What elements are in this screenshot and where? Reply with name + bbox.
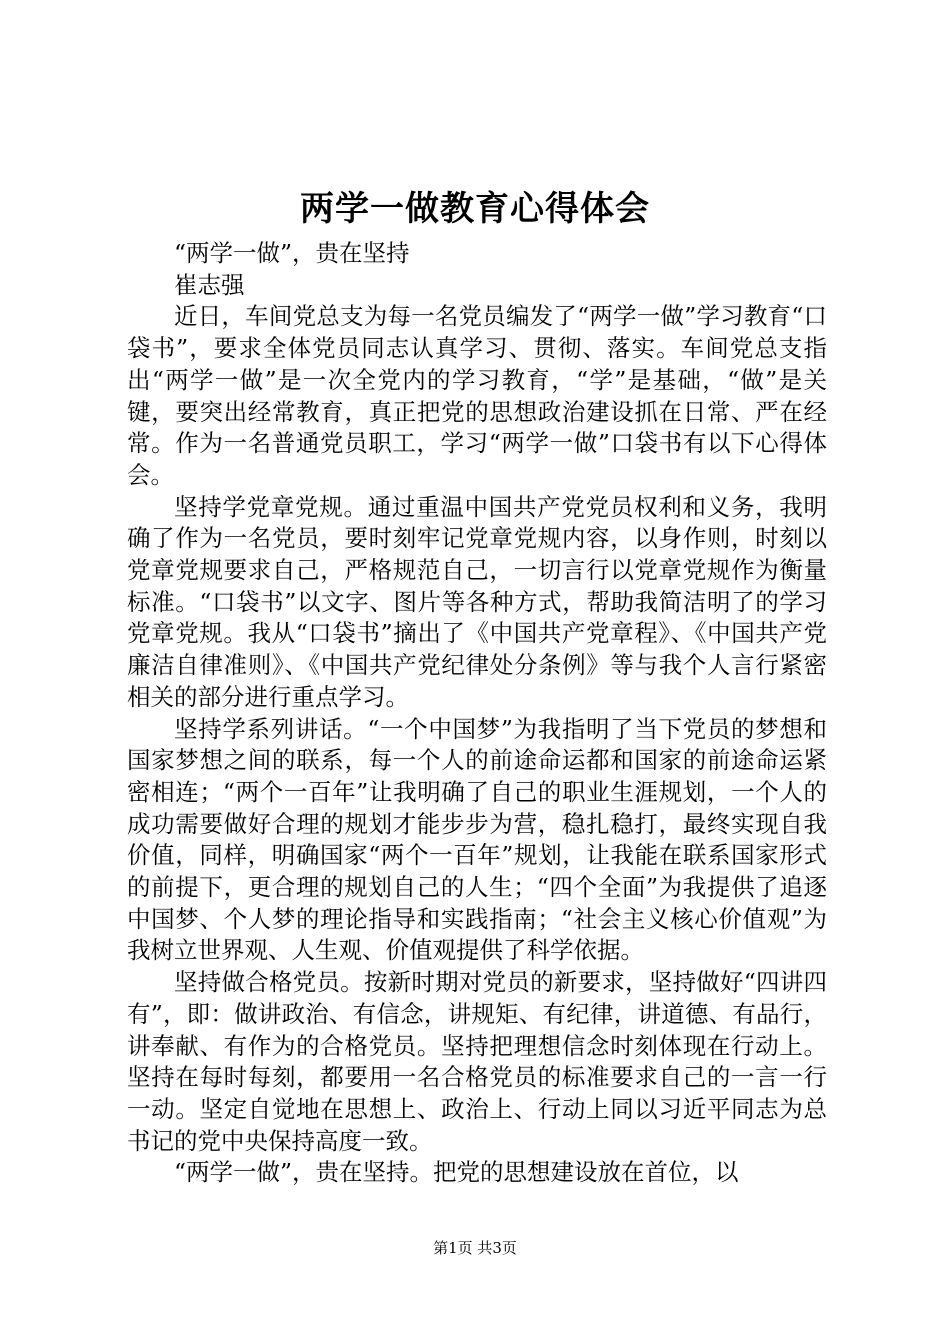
- paragraph-qualified-member: 坚持做合格党员。按新时期对党员的新要求，坚持做好“四讲四有”，即：做讲政治、有信念，讲规矩、有纪律，讲道德、有品行，讲奉献、有作为的合格党员。坚持把理想信念时刻体现在行动上。坚持在每时每刻，都要用一名合格党员的标准要求自己的一言一行一动。坚定自觉地在思想上、政治上、行动上同以习近平同志为总书记的党中央保持高度一致。: [127, 968, 827, 1155]
- article-subtitle: “两学一做”，贵在坚持: [174, 239, 410, 267]
- author-name: 崔志强: [174, 270, 245, 299]
- paragraph-intro: 近日，车间党总支为每一名党员编发了“两学一做”学习教育“口袋书”，要求全体党员同志认真学习、贯彻、落实。车间党总支指出“两学一做”是一次全党内的学习教育，“学”是基础，“做”是关键，要突出经常教育，真正把党的思想政治建设抓在日常、严在经常。作为一名普通党员职工，学习“两学一做”口袋书有以下心得体会。: [127, 302, 827, 489]
- paragraph-series-speeches: 坚持学系列讲话。“一个中国梦”为我指明了当下党员的梦想和国家梦想之间的联系，每一个人的前途命运都和国家的前途命运紧密相连；“两个一百年”让我明确了自己的职业生涯规划，一个人的成功需要做好合理的规划才能步步为营，稳扎稳打，最终实现自我价值，同样，明确国家“两个一百年”规划，让我能在联系国家形式的前提下，更合理的规划自己的人生；“四个全面”为我提供了追逐中国梦、个人梦的理论指导和实践指南；“社会主义核心价值观”为我树立世界观、人生观、价值观提供了科学依据。: [127, 714, 827, 965]
- document-body: [127, 238, 827, 1189]
- paragraph-party-constitution: 坚持学党章党规。通过重温中国共产党党员权利和义务，我明确了作为一名党员，要时刻牢记党章党规内容，以身作则，时刻以党章党规要求自己，严格规范自己，一切言行以党章党规作为衡量标准。“口袋书”以文字、图片等各种方式，帮助我简洁明了的学习党章党规。我从“口袋书”摘出了《中国共产党章程》、《中国共产党廉洁自律准则》、《中国共产党纪律处分条例》等与我个人言行紧密相关的部分进行重点学习。: [127, 492, 827, 711]
- paragraph-persistence: “两学一做”，贵在坚持。把党的思想建设放在首位，以: [174, 1158, 739, 1187]
- page-number-footer: 第1页 共3页: [433, 1239, 517, 1257]
- document-title: 两学一做教育心得体会: [300, 189, 650, 229]
